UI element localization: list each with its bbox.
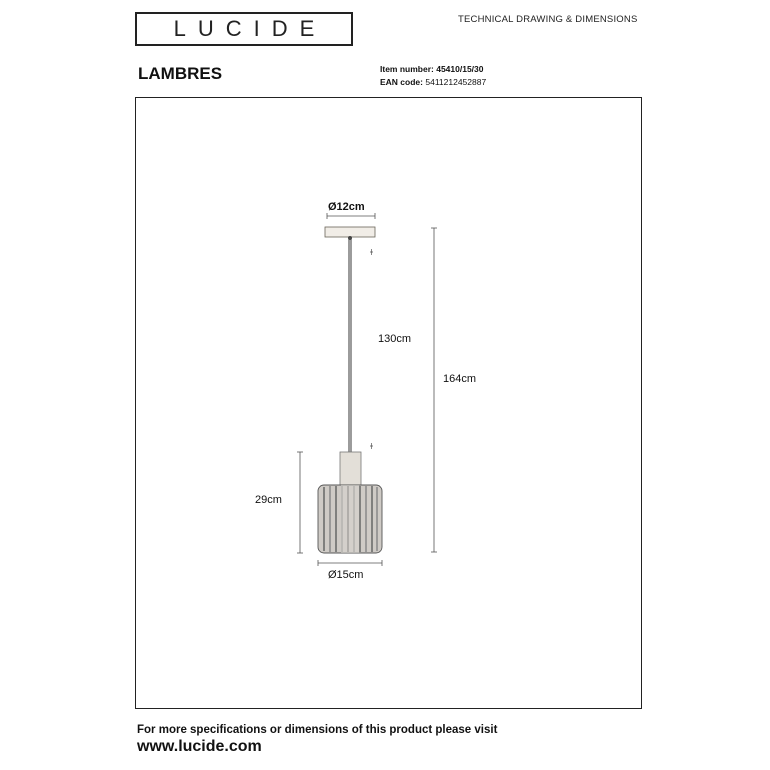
document-title: TECHNICAL DRAWING & DIMENSIONS	[458, 14, 638, 25]
shade-height-label: 29cm	[255, 494, 282, 506]
product-name: LAMBRES	[138, 64, 223, 83]
total-height-label: 164cm	[443, 373, 477, 385]
footer-text: For more specifications or dimensions of this product please visit	[137, 724, 498, 736]
logo-text: LUCIDE	[173, 16, 327, 41]
ean-code-value: 5411212452887	[425, 77, 487, 87]
ribbed-shade	[318, 485, 382, 553]
canopy	[325, 227, 375, 237]
cable-length-label: 130cm	[378, 333, 412, 345]
item-number-label: Item number:	[380, 64, 434, 74]
item-number-value: 45410/15/30	[436, 64, 484, 74]
ean-code-label: EAN code:	[380, 77, 423, 87]
lamp-holder	[340, 452, 361, 485]
footer-url-link[interactable]: www.lucide.com	[137, 738, 262, 755]
canopy-diameter-label: Ø12cm	[328, 201, 365, 213]
shade-diameter-label: Ø15cm	[328, 569, 364, 581]
